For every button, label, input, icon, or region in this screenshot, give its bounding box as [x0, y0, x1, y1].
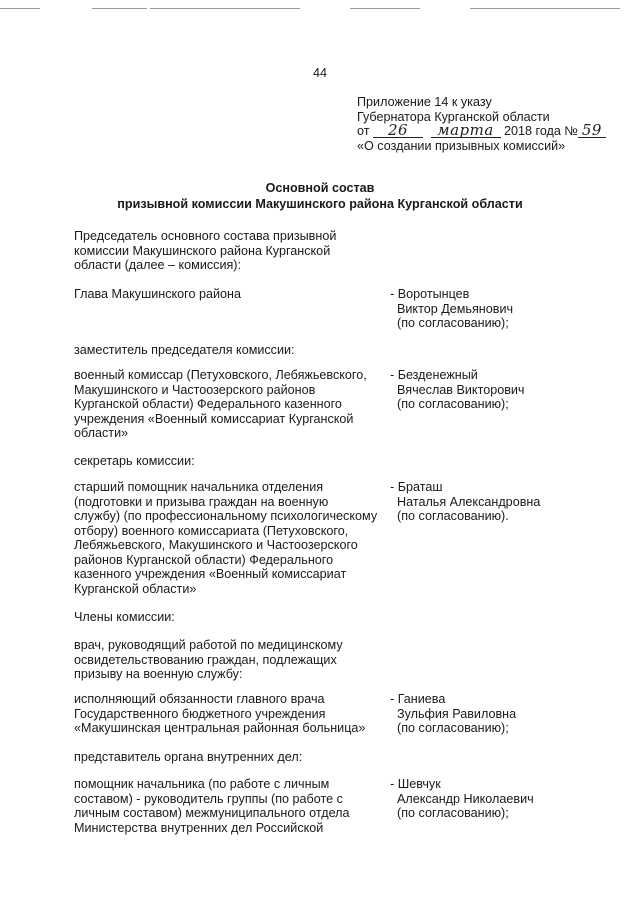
- member-name-line: (по согласованию);: [390, 397, 509, 411]
- description-line: заместитель председателя комиссии:: [74, 343, 295, 357]
- member-name-block: [390, 480, 630, 524]
- description-line: составом) - руководитель группы (по работе с: [74, 791, 343, 806]
- description-line: комиссии Макушинского района Курганской: [74, 243, 331, 258]
- description-line: службу) (по профессиональному психологическому: [74, 509, 378, 523]
- member-name-block: [390, 368, 630, 412]
- member-name-line: Виктор Демьянович: [390, 301, 514, 316]
- title-line-1: Основной состав: [265, 181, 375, 195]
- description-line: секретарь комиссии:: [74, 454, 195, 468]
- description-line: личным составом) межмуниципального отдела: [74, 806, 350, 820]
- description-line: Курганской области) Федерального казенного: [74, 397, 342, 411]
- description-line: военный комиссар (Петуховского, Лебяжьевского,: [74, 368, 367, 382]
- section-description: [74, 692, 394, 736]
- member-name-line: (по согласованию);: [390, 721, 509, 735]
- section-description: [74, 480, 394, 596]
- member-surname: - Ганиева: [390, 692, 446, 706]
- annex-date-line: [357, 121, 637, 139]
- member-name-line: (по согласованию);: [390, 316, 509, 330]
- decree-number-handwritten: 59: [578, 124, 606, 138]
- description-line: Министерства внутренних дел Российской: [74, 820, 324, 835]
- member-name-line: Наталья Александровна: [390, 494, 541, 509]
- member-name-line: (по согласованию).: [390, 509, 509, 523]
- description-line: «Макушинская центральная районная больница»: [74, 721, 366, 735]
- description-line: Председатель основного состава призывной: [74, 229, 337, 243]
- description-line: учреждения «Военный комиссариат Курганской: [74, 411, 354, 426]
- section-description: [74, 610, 394, 625]
- member-name-line: Вячеслав Викторович: [390, 382, 525, 397]
- document-title: [0, 181, 640, 212]
- description-line: врач, руководящий работой по медицинскому: [74, 638, 343, 652]
- section-description: [74, 777, 394, 835]
- scan-artifact: [150, 8, 300, 9]
- annex-block: [357, 95, 637, 153]
- top-scan-rule: [0, 8, 640, 10]
- section-description: [74, 368, 394, 441]
- description-line: Глава Макушинского района: [74, 287, 241, 301]
- member-name-line: (по согласованию);: [390, 806, 509, 820]
- annex-line-1: Приложение 14 к указу: [357, 95, 492, 109]
- date-year: 2018 года №: [504, 124, 578, 138]
- scan-artifact: [0, 8, 40, 9]
- page-number: 44: [312, 66, 327, 80]
- member-name-line: Зульфия Равиловна: [390, 706, 517, 721]
- section-description: [74, 229, 394, 273]
- member-name-block: [390, 287, 630, 331]
- title-line-2: призывной комиссии Макушинского района Курганской области: [117, 196, 523, 211]
- description-line: призыву на военную службу:: [74, 667, 243, 681]
- description-line: исполняющий обязанности главного врача: [74, 692, 325, 706]
- member-name-block: [390, 777, 630, 821]
- date-day-handwritten: 26: [373, 124, 423, 138]
- section-description: [74, 454, 394, 469]
- annex-line-2: Губернатора Курганской области: [357, 109, 550, 124]
- member-name-line: Александр Николаевич: [390, 791, 534, 806]
- member-name-block: [390, 692, 630, 736]
- description-line: районов Курганской области) Федерального: [74, 552, 334, 567]
- description-line: освидетельствованию граждан, подлежащих: [74, 652, 337, 667]
- description-line: Курганской области»: [74, 581, 197, 596]
- description-line: старший помощник начальника отделения: [74, 480, 324, 494]
- annex-line-4: «О создании призывных комиссий»: [357, 138, 566, 153]
- description-line: (подготовки и призыва граждан на военную: [74, 494, 329, 509]
- description-line: представитель органа внутренних дел:: [74, 750, 303, 764]
- description-line: области (далее – комиссия):: [74, 258, 241, 272]
- scan-artifact: [92, 8, 147, 9]
- description-line: Макушинского и Частоозерского районов: [74, 382, 316, 397]
- description-line: Государственного бюджетного учреждения: [74, 706, 326, 721]
- date-month-handwritten: марта: [431, 124, 501, 138]
- member-surname: - Воротынцев: [390, 287, 470, 301]
- scan-artifact: [350, 8, 420, 9]
- description-line: Члены комиссии:: [74, 610, 175, 624]
- description-line: Лебяжьевского, Макушинского и Частоозерского: [74, 538, 358, 552]
- section-description: [74, 343, 394, 358]
- section-description: [74, 287, 394, 302]
- member-surname: - Браташ: [390, 480, 443, 494]
- member-surname: - Шевчук: [390, 777, 441, 791]
- description-line: области»: [74, 426, 129, 440]
- scan-artifact: [470, 8, 620, 9]
- member-surname: - Безденежный: [390, 368, 478, 382]
- date-prefix: от: [357, 124, 370, 138]
- description-line: отбору) военного комиссариата (Петуховского,: [74, 523, 349, 538]
- section-description: [74, 638, 394, 682]
- description-line: казенного учреждения «Военный комиссариат: [74, 567, 347, 581]
- description-line: помощник начальника (по работе с личным: [74, 777, 330, 791]
- section-description: [74, 750, 394, 765]
